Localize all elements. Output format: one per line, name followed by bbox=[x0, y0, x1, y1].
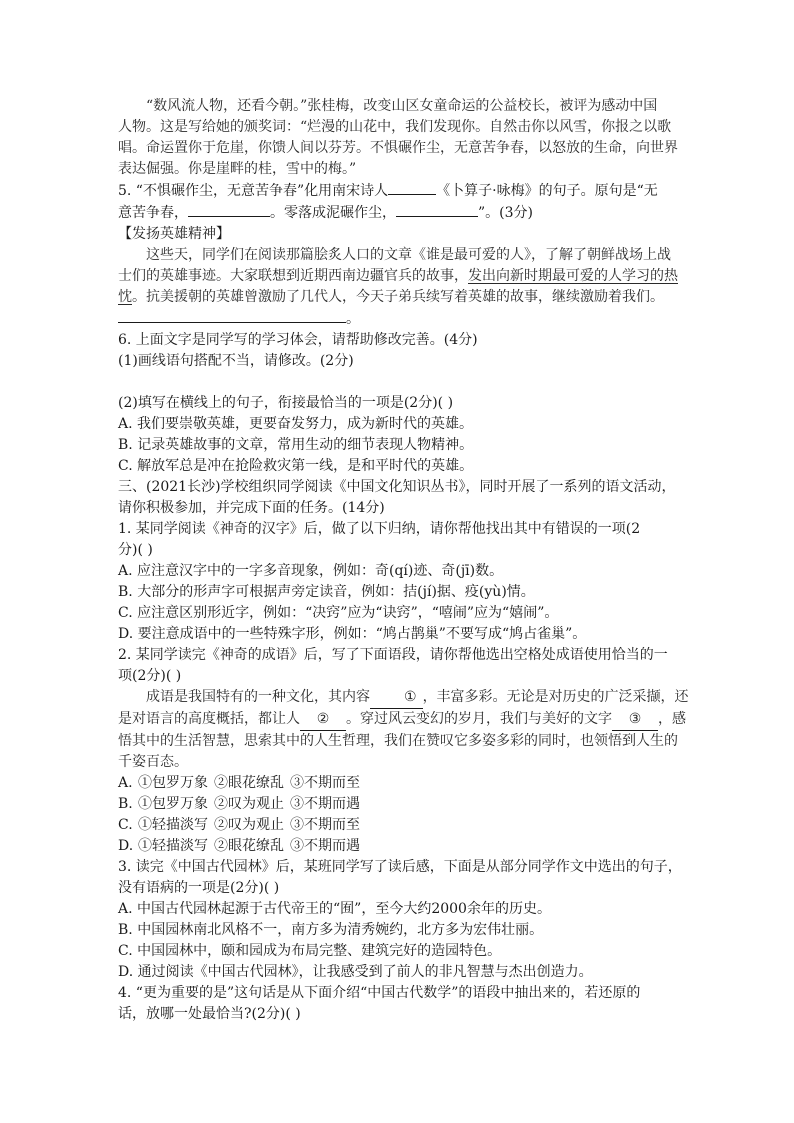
t1-option-d: D. 要注意成语中的一些特殊字形，例如：“鸠占鹊巢”不要写成“鸠占雀巢”。 bbox=[118, 626, 587, 642]
t3-option-c: C. 中国园林中，颐和园成为布局完整、建筑完好的造园特色。 bbox=[118, 943, 502, 959]
passage-underlined-b: 忱 bbox=[118, 289, 132, 305]
t2-slot-2[interactable]: ② bbox=[300, 709, 346, 731]
passage-line-3 bbox=[118, 287, 678, 308]
task-1-stem-2: 分)( ) bbox=[118, 542, 153, 558]
t3-option-b: B. 中国园林南北风格不一，南方多为清秀婉约，北方多为宏伟壮丽。 bbox=[118, 922, 544, 938]
t2-option-label: B. bbox=[118, 796, 133, 812]
passage-underlined-a: 发出向新时期最可爱的人学习的热 bbox=[468, 268, 678, 284]
q5-blank-2[interactable] bbox=[396, 202, 478, 217]
passage-line-4 bbox=[118, 308, 678, 330]
t2-para-1a: 成语是我国特有的一种文化，其内容 bbox=[146, 689, 370, 705]
answer-space[interactable] bbox=[118, 372, 678, 393]
t2-option-choice: ③不期而遇 bbox=[290, 838, 360, 854]
t2-option-choice: ②眼花缭乱 bbox=[214, 838, 284, 854]
q5-text-c: 意苦争春， bbox=[118, 205, 188, 221]
t2-option-a bbox=[118, 773, 678, 794]
question-5-line-2 bbox=[118, 202, 678, 224]
t2-slot-3[interactable]: ③ bbox=[612, 709, 658, 731]
worksheet-page bbox=[118, 96, 689, 1025]
q5-blank-poet[interactable] bbox=[388, 180, 436, 195]
t2-para-2c: ，感 bbox=[658, 711, 686, 727]
t2-option-choice: ①轻描淡写 bbox=[138, 838, 208, 854]
q6-option-b: B. 记录英雄故事的文章，常用生动的细节表现人物精神。 bbox=[118, 437, 474, 453]
q5-text-e: ”。(3分) bbox=[478, 205, 533, 221]
question-6-sub-1: (1)画线语句搭配不当，请修改。(2分) bbox=[118, 353, 354, 369]
t1-option-b: B. 大部分的形声字可根据声旁定读音，例如：拮(jí)据、疫(yù)情。 bbox=[118, 584, 535, 600]
t2-option-c bbox=[118, 815, 678, 836]
task-1-stem-1: 1. 某同学阅读《神奇的汉字》后，做了以下归纳，请你帮他找出其中有错误的一项(2 bbox=[118, 521, 641, 537]
t2-option-choice: ②叹为观止 bbox=[214, 796, 284, 812]
t2-option-label: A. bbox=[118, 775, 133, 791]
t3-option-a: A. 中国古代园林起源于古代帝王的“囿”，至今大约2000余年的历史。 bbox=[118, 901, 551, 917]
task-4-stem-1: 4. “更为重要的是”这句话是从下面介绍“中国古代数学”的语段中抽出来的，若还原的 bbox=[118, 985, 641, 1001]
passage-line-3b: 。抗美援朝的英雄曾激励了几代人，今天子弟兵续写着英雄的故事，继续激励着我们。 bbox=[132, 289, 664, 305]
t2-option-choice: ②叹为观止 bbox=[214, 817, 284, 833]
poem-line-2: 人物。这是写给她的颁奖词：“烂漫的山花中，我们发现你。自然击你以风雪，你报之以歌 bbox=[118, 119, 672, 135]
t2-para-2b: 。穿过风云变幻的岁月，我们与美好的文字 bbox=[346, 711, 612, 727]
t2-option-choice: ③不期而至 bbox=[290, 817, 360, 833]
q5-text-d: 。零落成泥碾作尘， bbox=[270, 205, 396, 221]
t2-option-choice: ①包罗万象 bbox=[138, 796, 208, 812]
t2-option-choice: ②眼花缭乱 bbox=[214, 775, 284, 791]
t3-option-d: D. 通过阅读《中国古代园林》，让我感受到了前人的非凡智慧与杰出创造力。 bbox=[118, 964, 593, 980]
t2-option-choice: ③不期而遇 bbox=[290, 796, 360, 812]
q6-option-a: A. 我们要崇敬英雄，更要奋发努力，成为新时代的英雄。 bbox=[118, 416, 474, 432]
passage-line-4-end: 。 bbox=[346, 311, 360, 327]
poem-line-4: 表达倔强。你是崖畔的桂，雪中的梅。” bbox=[118, 161, 357, 177]
t2-option-label: C. bbox=[118, 817, 133, 833]
task-2-stem-1: 2. 某同学读完《神奇的成语》后，写了下面语段，请你帮他选出空格处成语使用恰当的一 bbox=[118, 647, 668, 663]
t2-option-choice: ③不期而至 bbox=[290, 775, 360, 791]
t2-para-2a: 是对语言的高度概括，都让人 bbox=[118, 711, 300, 727]
task-2-stem-2: 项(2分)( ) bbox=[118, 668, 182, 684]
t2-option-d bbox=[118, 836, 678, 857]
q5-text-b: 《卜算子·咏梅》的句子。原句是“无 bbox=[436, 183, 658, 199]
task-4-stem-2: 话，放哪一处最恰当?(2分)( ) bbox=[118, 1006, 301, 1022]
t2-paragraph-line-2 bbox=[118, 709, 686, 731]
section-title: 【发扬英雄精神】 bbox=[118, 226, 230, 242]
t2-option-b bbox=[118, 794, 678, 815]
t2-para-1b: ，丰富多彩。无论是对历史的广泛采撷，还 bbox=[422, 689, 689, 705]
t2-option-choice: ①轻描淡写 bbox=[138, 817, 208, 833]
t1-option-c: C. 应注意区别形近字，例如：“决窍”应为“诀窍”，“嘻闹”应为“嬉闹”。 bbox=[118, 605, 559, 621]
q5-text-a: 5. “不惧碾作尘，无意苦争春”化用南宋诗人 bbox=[118, 183, 389, 199]
passage-line-2 bbox=[118, 266, 678, 287]
t2-option-choice: ①包罗万象 bbox=[138, 775, 208, 791]
t2-paragraph-line-1 bbox=[118, 687, 689, 709]
task-3-stem-1: 3. 读完《中国古代园林》后，某班同学写了读后感，下面是从部分同学作文中选出的句子， bbox=[118, 859, 682, 875]
poem-line-3: 唱。命运置你于危崖，你馈人间以芬芳。不惧碾作尘，无意苦争春，以怒放的生命，向世界 bbox=[118, 140, 678, 156]
passage-line-2a: 士们的英雄事迹。大家联想到近期西南边疆官兵的故事， bbox=[118, 268, 468, 284]
q5-blank-1[interactable] bbox=[188, 202, 270, 217]
question-6-sub-2: (2)填写在横线上的句子，衔接最恰当的一项是(2分)( ) bbox=[118, 395, 454, 411]
q6-option-c: C. 解放军总是冲在抢险救灾第一线，是和平时代的英雄。 bbox=[118, 458, 474, 474]
part-3-line-2: 请你积极参加，并完成下面的任务。(14分) bbox=[118, 500, 385, 516]
passage-line-1: 这些天，同学们在阅读那篇脍炙人口的文章《谁是最可爱的人》，了解了朝鲜战场上战 bbox=[146, 247, 671, 263]
t2-paragraph-line-4: 千姿百态。 bbox=[118, 754, 188, 770]
t2-slot-1[interactable]: ① bbox=[370, 687, 423, 709]
t2-paragraph-line-3: 悟其中的生活智慧，思索其中的人生哲理，我们在赞叹它多姿多彩的同时，也领悟到人生的 bbox=[118, 733, 678, 749]
poem-line-1: “数风流人物，还看今朝。”张桂梅，改变山区女童命运的公益校长，被评为感动中国 bbox=[146, 98, 658, 114]
question-5-line-1 bbox=[118, 180, 678, 202]
task-3-stem-2: 没有语病的一项是(2分)( ) bbox=[118, 880, 280, 896]
t2-option-label: D. bbox=[118, 838, 134, 854]
part-3-line-1: 三、(2021长沙)学校组织同学阅读《中国文化知识丛书》，同时开展了一系列的语文活动， bbox=[118, 479, 676, 495]
question-6-stem: 6. 上面文字是同学写的学习体会，请帮助修改完善。(4分) bbox=[118, 332, 478, 348]
t1-option-a: A. 应注意汉字中的一字多音现象，例如：奇(qí)迹、奇(jī)数。 bbox=[118, 563, 504, 579]
passage-fill-blank[interactable] bbox=[118, 308, 346, 323]
